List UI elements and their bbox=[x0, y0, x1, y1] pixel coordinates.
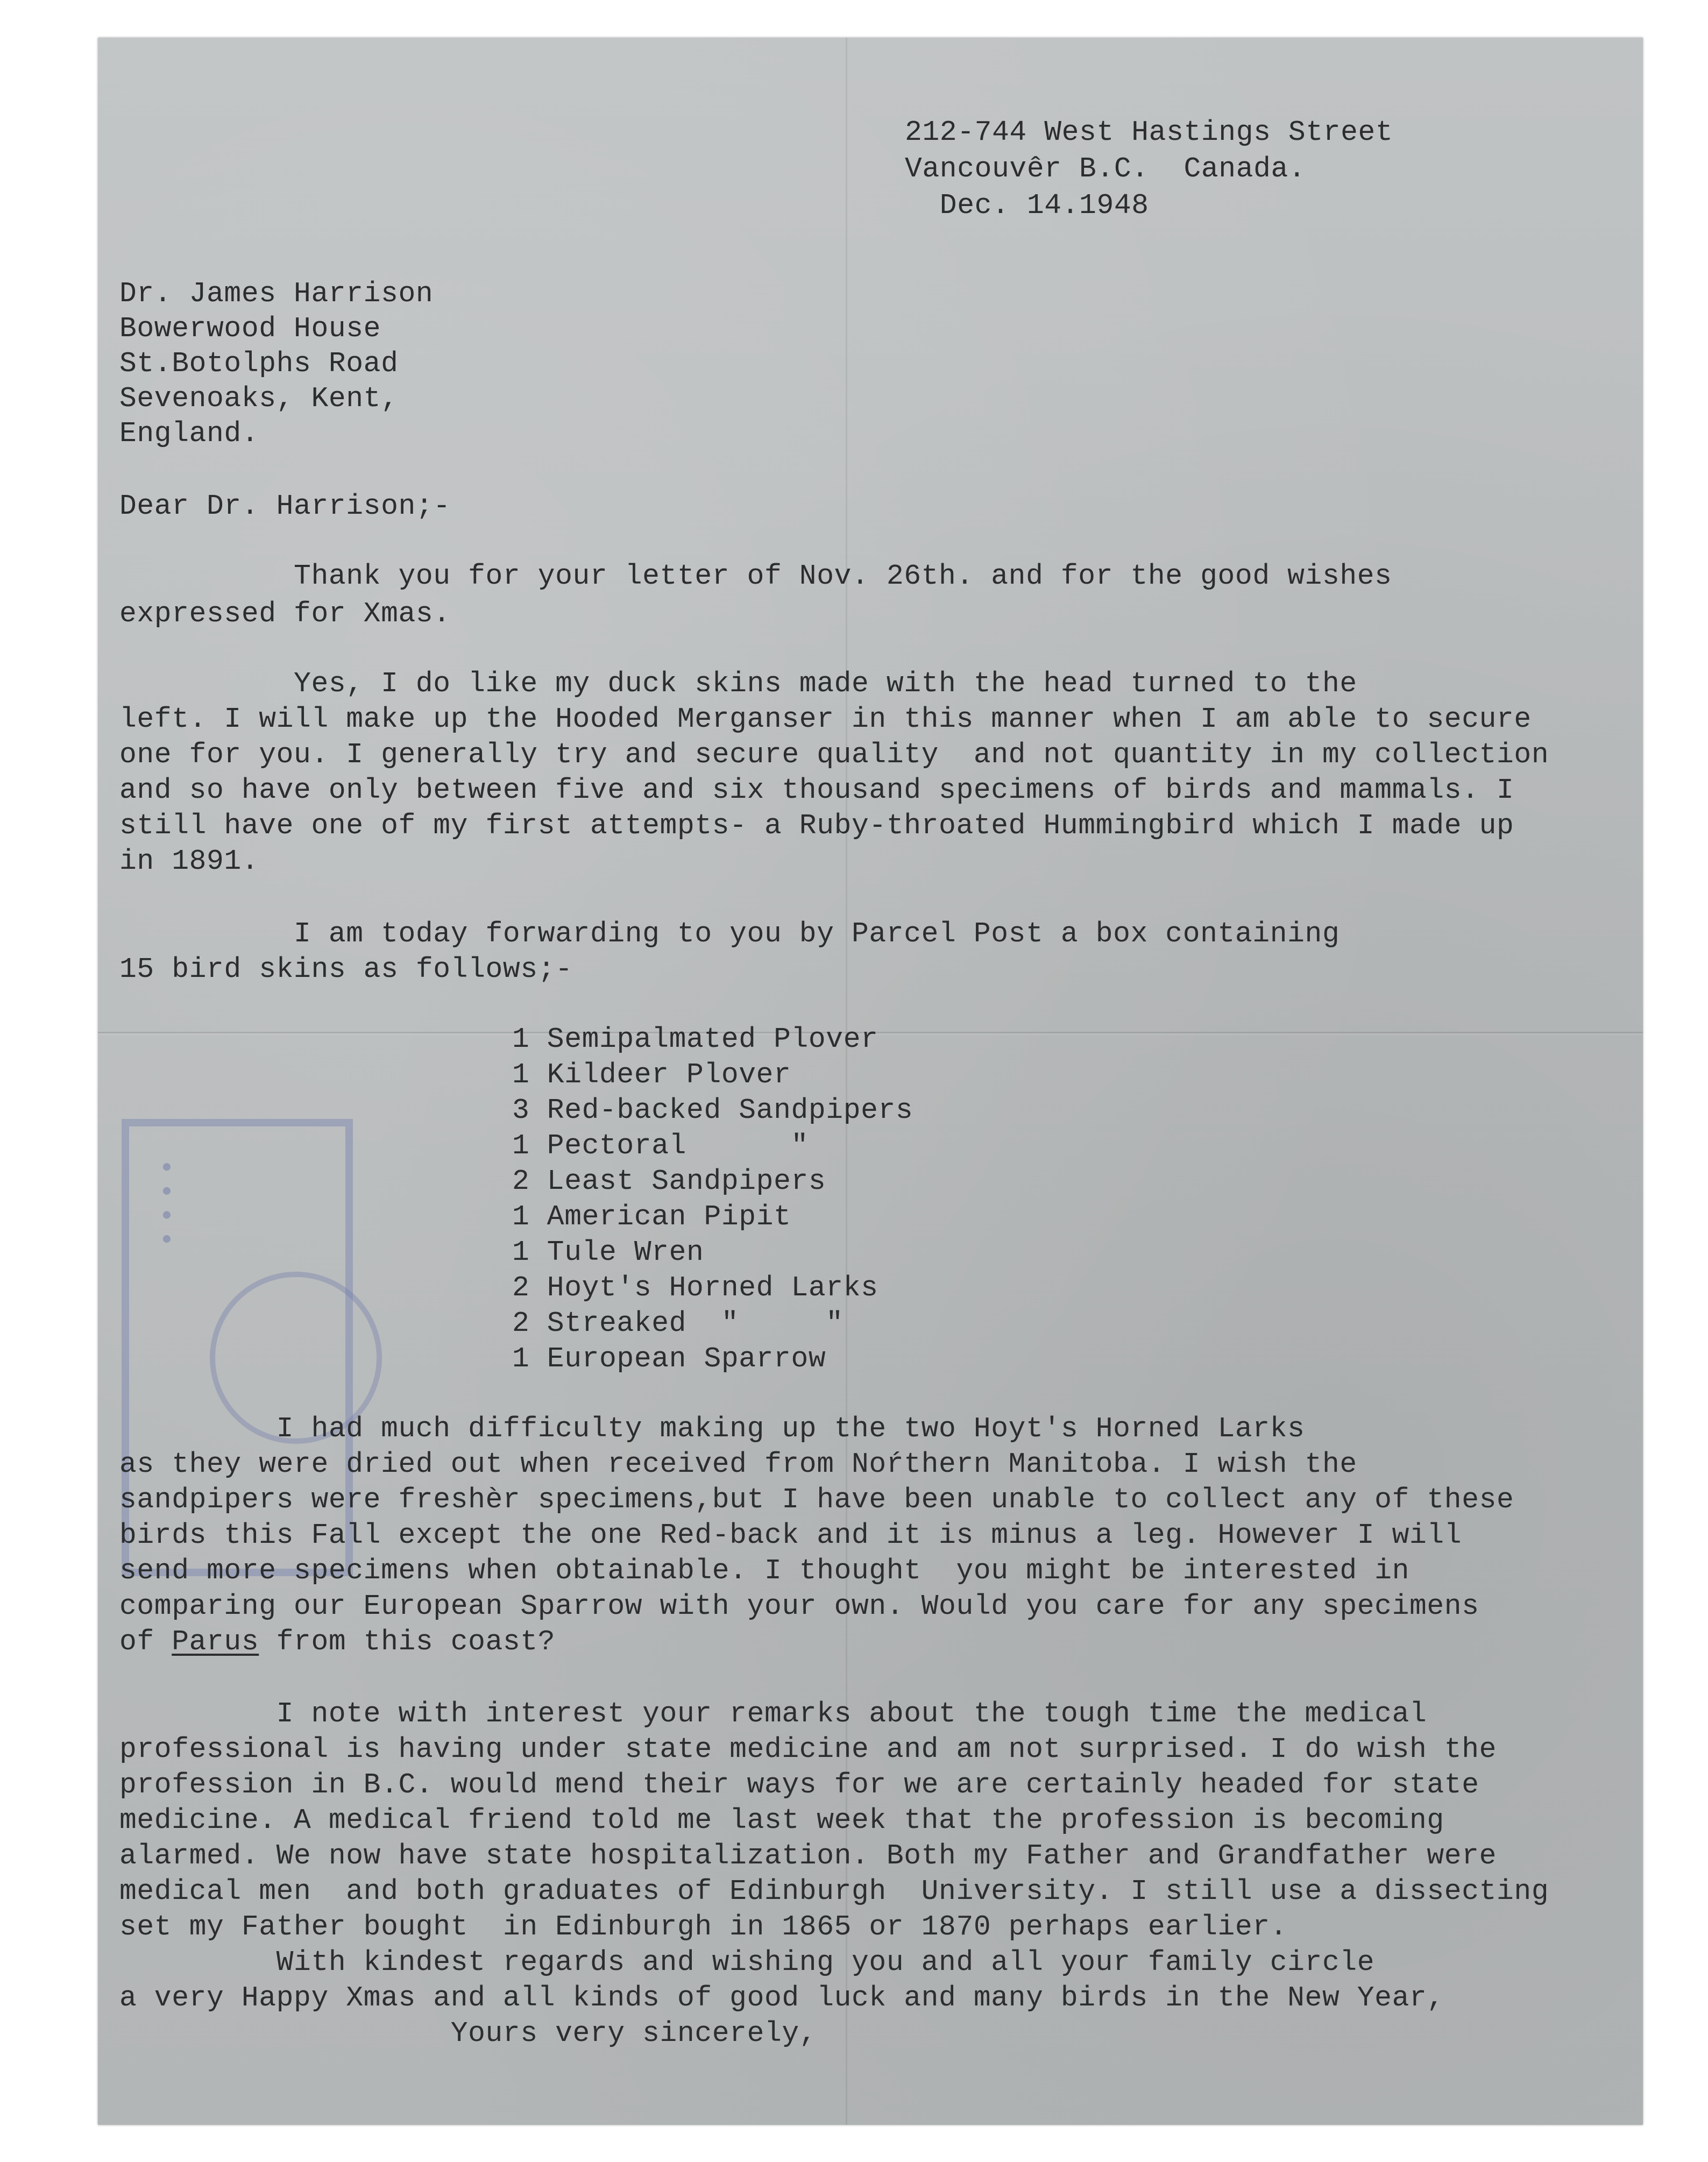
body-line: set my Father bought in Edinburgh in 1865 or 1870 perhaps earlier. bbox=[119, 1911, 1288, 1943]
specimen-list-item: 2 Streaked " " bbox=[512, 1307, 844, 1339]
body-line: in 1891. bbox=[119, 845, 259, 877]
body-line: birds this Fall except the one Red-back and it is minus a leg. However I will bbox=[119, 1519, 1462, 1551]
specimen-list-item: 1 Tule Wren bbox=[512, 1236, 704, 1268]
text-segment: of bbox=[119, 1626, 172, 1658]
body-line: still have one of my first attempts- a Ruby-throated Hummingbird which I made up bbox=[119, 810, 1514, 842]
body-line: medical men and both graduates of Edinburgh University. I still use a dissecting bbox=[119, 1875, 1549, 1908]
valediction: Yours very sincerely, bbox=[119, 2017, 817, 2050]
specimen-list-item: 1 Kildeer Plover bbox=[512, 1059, 791, 1091]
stamp-faded-lettering: • • • • bbox=[151, 1159, 182, 1244]
specimen-list-item: 3 Red-backed Sandpipers bbox=[512, 1094, 913, 1126]
body-line: and so have only between five and six thousand specimens of birds and mammals. I bbox=[119, 774, 1514, 806]
salutation: Dear Dr. Harrison;- bbox=[119, 490, 451, 522]
body-line: I am today forwarding to you by Parcel Post a box containing bbox=[119, 918, 1340, 950]
body-line: I note with interest your remarks about the tough time the medical bbox=[119, 1698, 1427, 1730]
body-line: as they were dried out when received from Noŕthern Manitoba. I wish the bbox=[119, 1448, 1357, 1480]
body-line: send more specimens when obtainable. I thought you might be interested in bbox=[119, 1555, 1409, 1587]
closing-line: With kindest regards and wishing you and all your family circle bbox=[119, 1946, 1375, 1979]
recipient-address-line: Bowerwood House bbox=[119, 313, 381, 345]
specimen-list-item: 1 Pectoral " bbox=[512, 1130, 809, 1162]
body-line: comparing our European Sparrow with your own. Would you care for any specimens bbox=[119, 1590, 1479, 1622]
recipient-address-line: Sevenoaks, Kent, bbox=[119, 382, 399, 415]
specimen-list-item: 1 European Sparrow bbox=[512, 1343, 826, 1375]
underlined-genus-parus: Parus bbox=[172, 1626, 259, 1658]
specimen-list-item: 2 Hoyt's Horned Larks bbox=[512, 1272, 878, 1304]
body-line: sandpipers were freshèr specimens,but I have been unable to collect any of these bbox=[119, 1484, 1514, 1516]
recipient-address-line: Dr. James Harrison bbox=[119, 278, 434, 310]
closing-line: a very Happy Xmas and all kinds of good luck and many birds in the New Year, bbox=[119, 1982, 1444, 2014]
specimen-list-item: 1 Semipalmated Plover bbox=[512, 1023, 878, 1055]
specimen-list-item: 1 American Pipit bbox=[512, 1201, 791, 1233]
recipient-address-line: St.Botolphs Road bbox=[119, 348, 399, 380]
letter-sheet bbox=[98, 38, 1643, 2125]
body-line: 15 bird skins as follows;- bbox=[119, 953, 573, 986]
sender-address-line: 212-744 West Hastings Street bbox=[905, 116, 1393, 148]
body-line: medicine. A medical friend told me last week that the profession is becoming bbox=[119, 1804, 1444, 1837]
body-line: I had much difficulty making up the two Hoyt's Horned Larks bbox=[119, 1413, 1305, 1445]
body-line: professional is having under state medicine and am not surprised. I do wish the bbox=[119, 1733, 1497, 1766]
body-line: one for you. I generally try and secure quality and not quantity in my collection bbox=[119, 739, 1549, 771]
text-segment: from this coast? bbox=[259, 1626, 556, 1658]
body-line: Thank you for your letter of Nov. 26th. and for the good wishes bbox=[119, 560, 1392, 592]
body-line-parus bbox=[119, 1628, 555, 1656]
body-line: expressed for Xmas. bbox=[119, 598, 451, 630]
recipient-address-line: England. bbox=[119, 417, 259, 450]
body-line: alarmed. We now have state hospitalization. Both my Father and Grandfather were bbox=[119, 1840, 1497, 1872]
body-line: Yes, I do like my duck skins made with the head turned to the bbox=[119, 668, 1357, 700]
body-line: left. I will make up the Hooded Merganser in this manner when I am able to secure bbox=[119, 703, 1532, 735]
letter-date: Dec. 14.1948 bbox=[905, 189, 1149, 222]
body-line: profession in B.C. would mend their ways for we are certainly headed for state bbox=[119, 1769, 1479, 1801]
specimen-list-item: 2 Least Sandpipers bbox=[512, 1165, 826, 1197]
sender-address-line: Vancouvêr B.C. Canada. bbox=[905, 153, 1306, 185]
